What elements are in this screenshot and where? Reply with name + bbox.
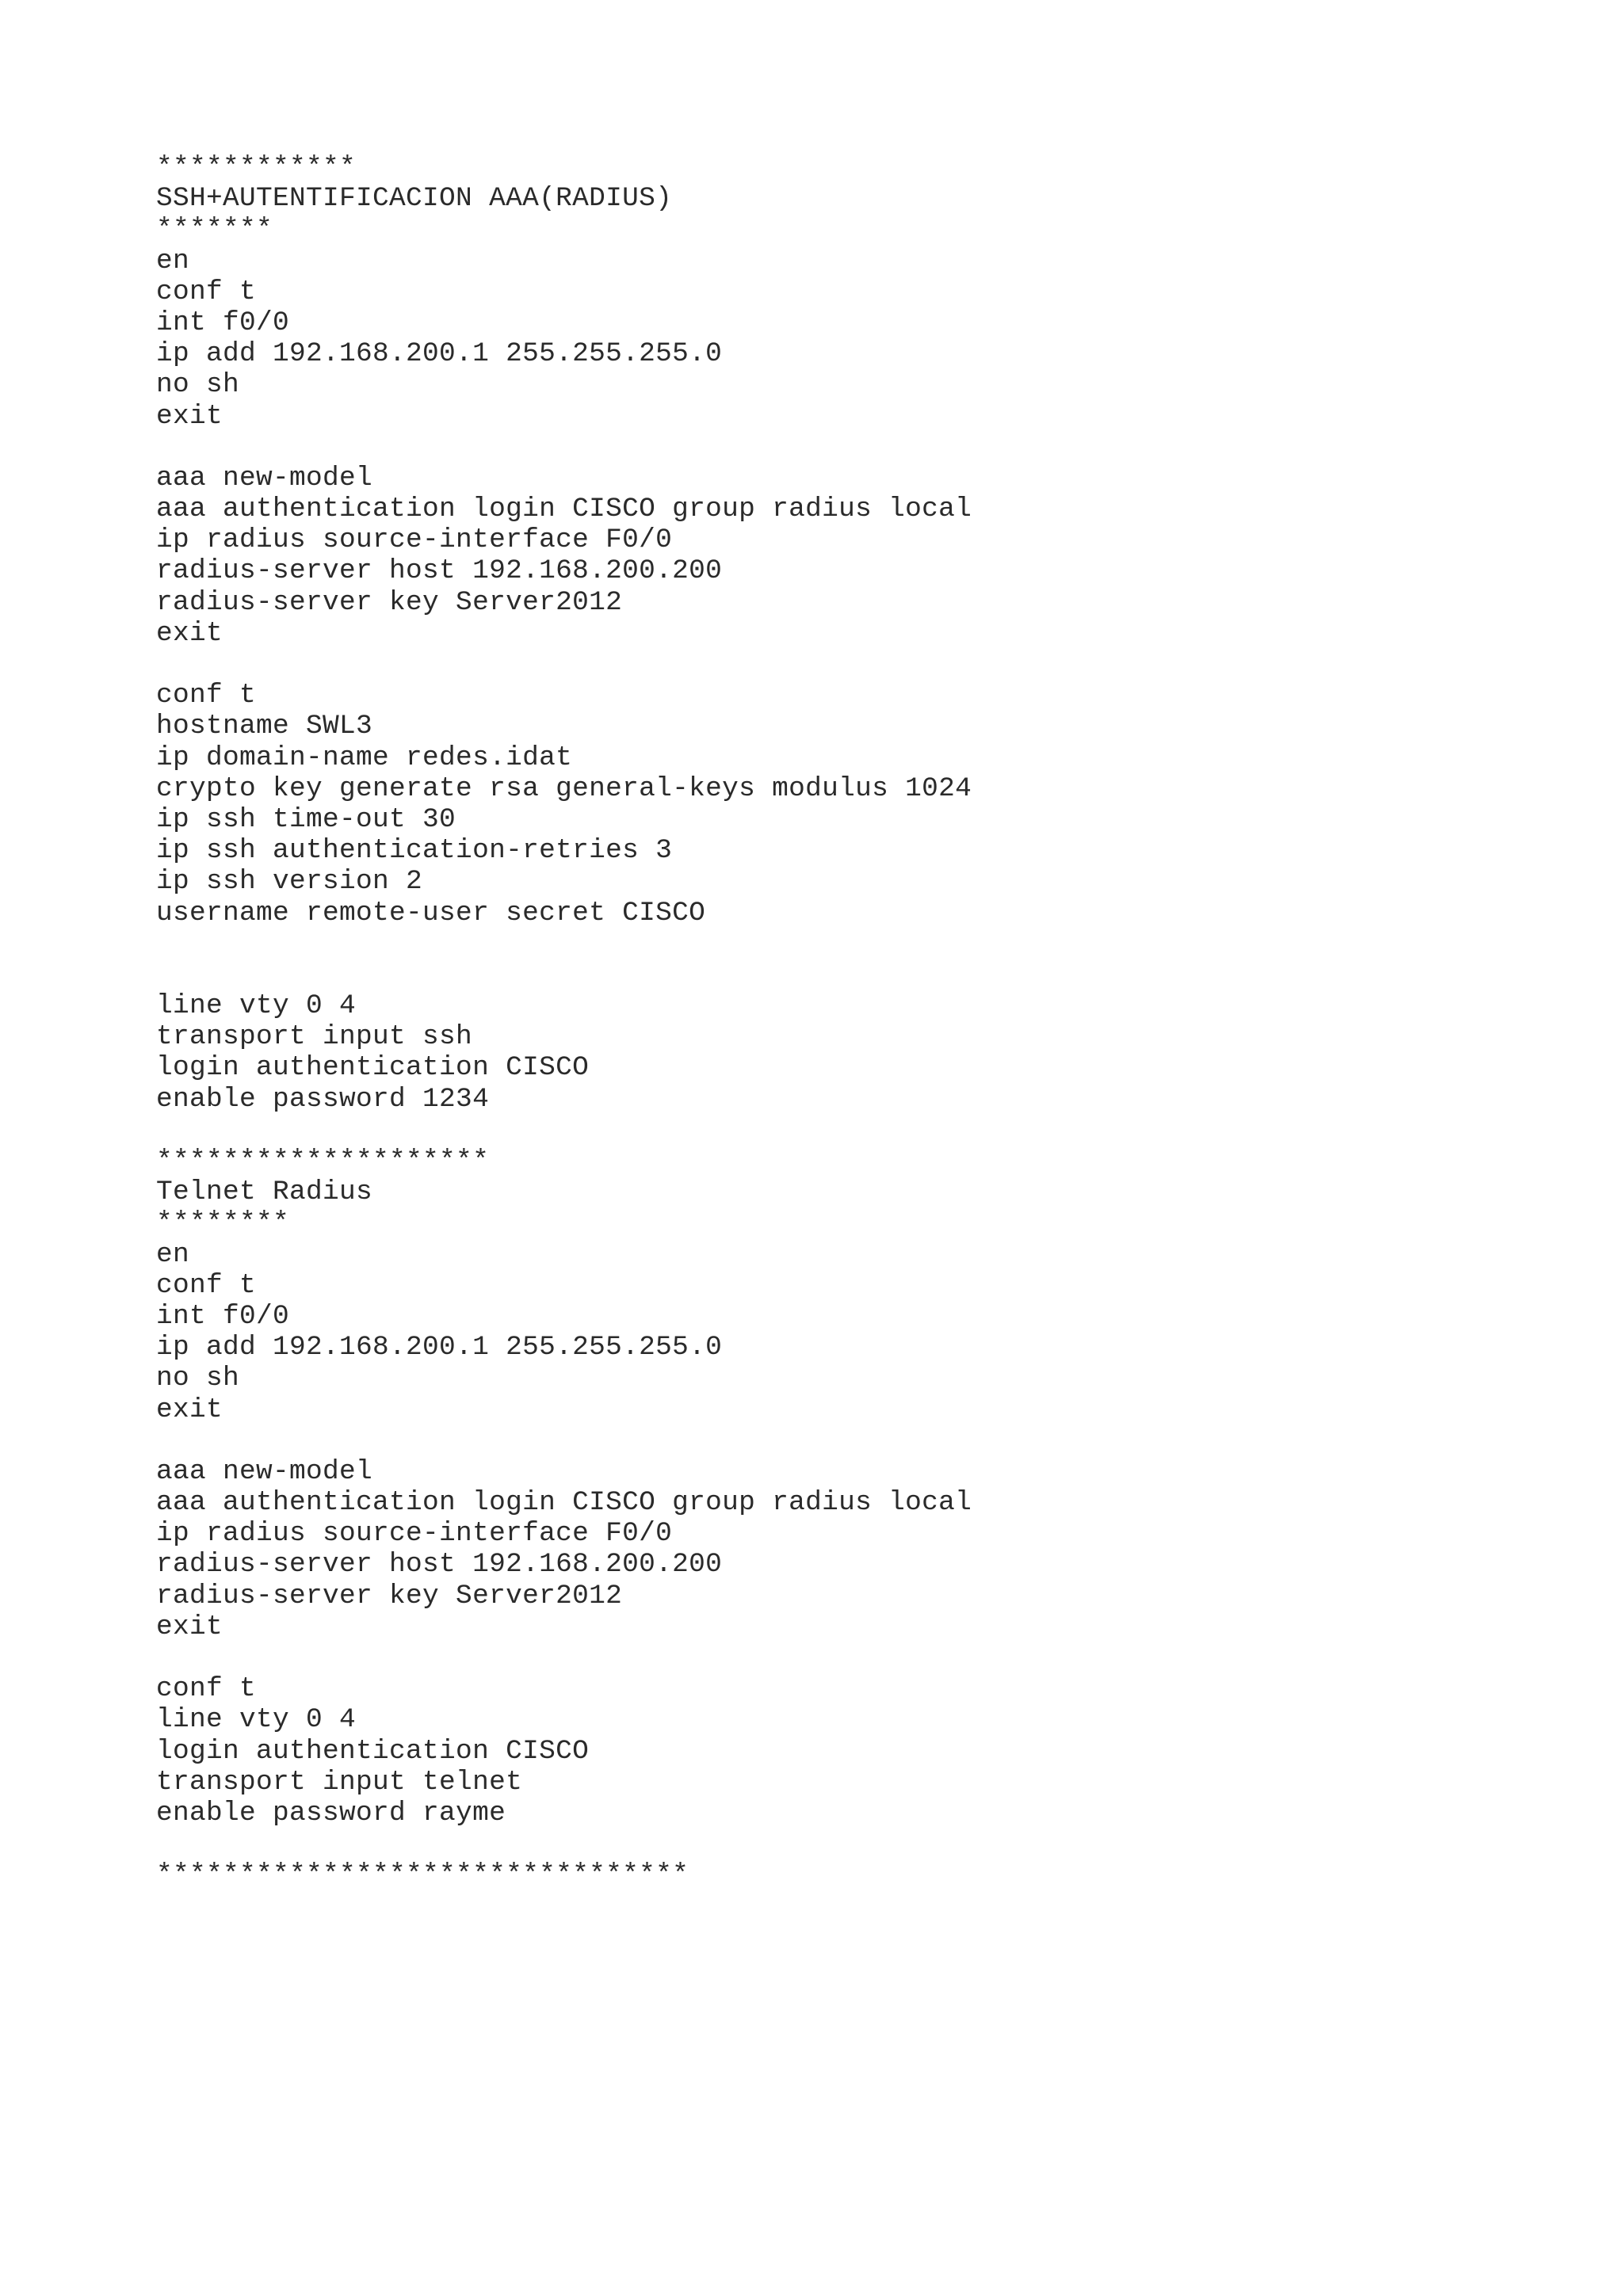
command-line: exit: [156, 1611, 223, 1642]
separator-line: *******: [156, 214, 273, 246]
blank-line: [156, 929, 972, 959]
command-line: exit: [156, 617, 223, 649]
command-line: line vty 0 4: [156, 990, 357, 1022]
command-line: line vty 0 4: [156, 1704, 357, 1736]
command-line: ip ssh version 2: [156, 866, 423, 898]
separator-line: ************: [156, 152, 357, 183]
command-line: en: [156, 245, 190, 277]
command-line: no sh: [156, 1363, 240, 1394]
command-line: ip add 192.168.200.1 255.255.255.0: [156, 1332, 723, 1363]
command-line: transport input ssh: [156, 1021, 473, 1053]
section-title-telnet: Telnet Radius: [156, 1177, 373, 1208]
command-line: ip radius source-interface F0/0: [156, 524, 673, 556]
command-line: aaa authentication login CISCO group radius local: [156, 1487, 972, 1519]
command-line: no sh: [156, 369, 240, 401]
command-line: aaa new-model: [156, 462, 373, 494]
command-line: ip add 192.168.200.1 255.255.255.0: [156, 338, 723, 370]
command-line: transport input telnet: [156, 1766, 523, 1798]
separator-line: ********************************: [156, 1859, 689, 1891]
command-line: username remote-user secret CISCO: [156, 897, 706, 929]
command-line: enable password rayme: [156, 1797, 506, 1829]
command-line: conf t: [156, 680, 257, 711]
blank-line: [156, 959, 972, 990]
blank-line: [156, 1829, 972, 1859]
command-line: exit: [156, 400, 223, 432]
document-body: [156, 152, 972, 1891]
separator-line: ********************: [156, 1146, 490, 1177]
command-line: radius-server key Server2012: [156, 586, 623, 618]
command-line: exit: [156, 1394, 223, 1425]
separator-line: ********: [156, 1207, 290, 1239]
blank-line: [156, 1642, 972, 1673]
command-line: ip ssh authentication-retries 3: [156, 835, 673, 867]
command-line: radius-server host 192.168.200.200: [156, 555, 723, 587]
command-line: en: [156, 1238, 190, 1270]
command-line: conf t: [156, 276, 257, 307]
command-line: hostname SWL3: [156, 711, 373, 742]
blank-line: [156, 432, 972, 463]
command-line: conf t: [156, 1673, 257, 1705]
command-line: conf t: [156, 1269, 257, 1301]
command-line: enable password 1234: [156, 1083, 490, 1115]
command-line: login authentication CISCO: [156, 1735, 590, 1767]
command-line: aaa authentication login CISCO group radius local: [156, 494, 972, 525]
command-line: login authentication CISCO: [156, 1052, 590, 1084]
blank-line: [156, 649, 972, 680]
command-line: radius-server key Server2012: [156, 1580, 623, 1611]
command-line: ip domain-name redes.idat: [156, 742, 573, 773]
command-line: ip ssh time-out 30: [156, 803, 456, 835]
command-line: ip radius source-interface F0/0: [156, 1518, 673, 1550]
command-line: int f0/0: [156, 307, 290, 338]
command-line: int f0/0: [156, 1300, 290, 1332]
blank-line: [156, 1115, 972, 1146]
section-title-ssh: SSH+AUTENTIFICACION AAA(RADIUS): [156, 183, 673, 215]
command-line: aaa new-model: [156, 1455, 373, 1487]
command-line: crypto key generate rsa general-keys modulus 1024: [156, 772, 972, 804]
command-line: radius-server host 192.168.200.200: [156, 1549, 723, 1581]
blank-line: [156, 1425, 972, 1456]
